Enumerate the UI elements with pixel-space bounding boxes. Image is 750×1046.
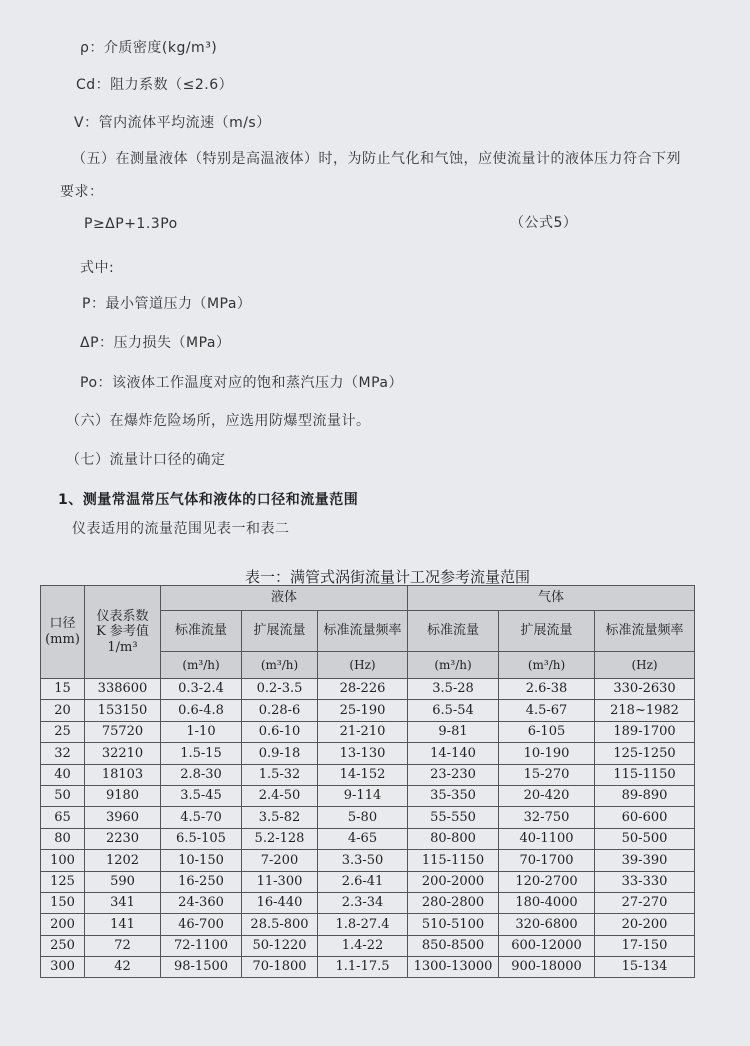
gas-std-flow-cell: 3.5-28 <box>408 679 499 700</box>
liquid-ext-flow-cell: 16-440 <box>242 892 318 913</box>
table-row <box>41 721 695 742</box>
gas-std-flow-cell: 23-230 <box>408 764 499 785</box>
gas-std-flow-cell: 200-2000 <box>408 871 499 892</box>
caliber-cell: 80 <box>41 828 85 849</box>
liquid-std-flow-unit: (m³/h) <box>161 652 242 679</box>
gas-std-flow-cell: 850-8500 <box>408 935 499 956</box>
liquid-ext-flow-cell: 0.2-3.5 <box>242 679 318 700</box>
table-row <box>41 679 695 700</box>
caliber-cell: 150 <box>41 892 85 913</box>
liquid-header: 液体 <box>161 586 408 611</box>
gas-ext-flow-cell: 15-270 <box>499 764 595 785</box>
table-row <box>41 892 695 913</box>
liquid-std-freq-cell: 1.8-27.4 <box>318 914 408 935</box>
drag-coefficient-definition: Cd：阻力系数（≤2.6） <box>76 77 234 93</box>
gas-ext-flow-header: 扩展流量 <box>499 611 595 652</box>
gas-std-freq-cell: 89-890 <box>595 785 695 806</box>
table-row <box>41 700 695 721</box>
gas-std-freq-cell: 39-390 <box>595 850 695 871</box>
caliber-header-unit: (mm) <box>45 632 80 647</box>
po-definition: Po：该液体工作温度对应的饱和蒸汽压力（MPa） <box>80 375 403 391</box>
k-factor-cell: 2230 <box>85 828 161 849</box>
k-factor-cell: 338600 <box>85 679 161 700</box>
caliber-cell: 50 <box>41 785 85 806</box>
liquid-std-freq-cell: 28-226 <box>318 679 408 700</box>
section-five-text: （五）在测量液体（特别是高温液体）时，为防止气化和气蚀，应使流量计的液体压力符合下列 <box>72 151 681 167</box>
gas-ext-flow-unit: (m³/h) <box>499 652 595 679</box>
table-row <box>41 935 695 956</box>
delta-p-definition: ΔP：压力损失（MPa） <box>80 335 231 351</box>
liquid-std-flow-cell: 72-1100 <box>161 935 242 956</box>
liquid-ext-flow-cell: 0.9-18 <box>242 743 318 764</box>
liquid-std-freq-cell: 5-80 <box>318 807 408 828</box>
gas-std-freq-cell: 60-600 <box>595 807 695 828</box>
velocity-definition: V：管内流体平均流速（m/s） <box>74 115 271 131</box>
gas-std-flow-unit: (m³/h) <box>408 652 499 679</box>
gas-header: 气体 <box>408 586 695 611</box>
k-factor-cell: 42 <box>85 957 161 978</box>
k-factor-header-line1: 仪表系数 <box>96 608 149 624</box>
liquid-std-flow-cell: 10-150 <box>161 850 242 871</box>
liquid-std-flow-cell: 98-1500 <box>161 957 242 978</box>
liquid-ext-flow-cell: 3.5-82 <box>242 807 318 828</box>
table-row <box>41 850 695 871</box>
p-definition: P：最小管道压力（MPa） <box>82 296 252 312</box>
caliber-cell: 300 <box>41 957 85 978</box>
liquid-std-freq-cell: 3.3-50 <box>318 850 408 871</box>
caliber-cell: 65 <box>41 807 85 828</box>
gas-std-freq-cell: 50-500 <box>595 828 695 849</box>
gas-ext-flow-cell: 320-6800 <box>499 914 595 935</box>
caliber-header <box>41 586 85 679</box>
caliber-cell: 25 <box>41 721 85 742</box>
gas-std-freq-cell: 15-134 <box>595 957 695 978</box>
k-factor-cell: 153150 <box>85 700 161 721</box>
liquid-std-flow-cell: 16-250 <box>161 871 242 892</box>
k-factor-cell: 1202 <box>85 850 161 871</box>
section-six-text: （六）在爆炸危险场所，应选用防爆型流量计。 <box>66 413 371 429</box>
liquid-std-flow-cell: 2.8-30 <box>161 764 242 785</box>
table-row <box>41 871 695 892</box>
gas-std-freq-cell: 218~1982 <box>595 700 695 721</box>
liquid-ext-flow-cell: 70-1800 <box>242 957 318 978</box>
k-factor-header-line2: K 参考值 <box>96 624 149 640</box>
liquid-ext-flow-cell: 7-200 <box>242 850 318 871</box>
gas-ext-flow-cell: 4.5-67 <box>499 700 595 721</box>
table-row <box>41 828 695 849</box>
gas-std-freq-cell: 20-200 <box>595 914 695 935</box>
caliber-cell: 200 <box>41 914 85 935</box>
liquid-ext-flow-cell: 0.6-10 <box>242 721 318 742</box>
table-row <box>41 764 695 785</box>
k-factor-cell: 72 <box>85 935 161 956</box>
caliber-cell: 40 <box>41 764 85 785</box>
k-factor-header <box>85 586 161 679</box>
liquid-std-freq-cell: 4-65 <box>318 828 408 849</box>
liquid-ext-flow-cell: 28.5-800 <box>242 914 318 935</box>
k-factor-cell: 3960 <box>85 807 161 828</box>
gas-std-freq-cell: 115-1150 <box>595 764 695 785</box>
liquid-std-freq-header: 标准流量频率 <box>318 611 408 652</box>
table-row <box>41 914 695 935</box>
gas-std-flow-cell: 9-81 <box>408 721 499 742</box>
formula-label: （公式5） <box>510 215 578 231</box>
flow-range-table <box>40 585 695 978</box>
caliber-cell: 15 <box>41 679 85 700</box>
liquid-std-flow-cell: 0.6-4.8 <box>161 700 242 721</box>
gas-ext-flow-cell: 20-420 <box>499 785 595 806</box>
k-factor-cell: 141 <box>85 914 161 935</box>
liquid-std-freq-cell: 1.1-17.5 <box>318 957 408 978</box>
caliber-cell: 125 <box>41 871 85 892</box>
liquid-std-freq-cell: 2.6-41 <box>318 871 408 892</box>
liquid-std-freq-cell: 21-210 <box>318 721 408 742</box>
k-factor-header-unit: 1/m³ <box>107 639 138 655</box>
liquid-std-flow-cell: 0.3-2.4 <box>161 679 242 700</box>
k-factor-cell: 32210 <box>85 743 161 764</box>
k-factor-cell: 9180 <box>85 785 161 806</box>
section-five-continuation: 要求： <box>60 184 104 200</box>
liquid-ext-flow-cell: 2.4-50 <box>242 785 318 806</box>
gas-std-flow-cell: 1300-13000 <box>408 957 499 978</box>
gas-std-freq-cell: 17-150 <box>595 935 695 956</box>
gas-std-flow-cell: 6.5-54 <box>408 700 499 721</box>
liquid-ext-flow-cell: 1.5-32 <box>242 764 318 785</box>
gas-ext-flow-cell: 40-1100 <box>499 828 595 849</box>
liquid-ext-flow-cell: 50-1220 <box>242 935 318 956</box>
gas-ext-flow-cell: 900-18000 <box>499 957 595 978</box>
k-factor-cell: 341 <box>85 892 161 913</box>
gas-std-flow-cell: 280-2800 <box>408 892 499 913</box>
gas-std-freq-header: 标准流量频率 <box>595 611 695 652</box>
gas-std-freq-cell: 27-270 <box>595 892 695 913</box>
liquid-std-flow-cell: 46-700 <box>161 914 242 935</box>
gas-ext-flow-cell: 70-1700 <box>499 850 595 871</box>
table-row <box>41 743 695 764</box>
liquid-std-flow-header: 标准流量 <box>161 611 242 652</box>
caliber-cell: 250 <box>41 935 85 956</box>
gas-std-flow-cell: 510-5100 <box>408 914 499 935</box>
gas-ext-flow-cell: 180-4000 <box>499 892 595 913</box>
gas-ext-flow-cell: 6-105 <box>499 721 595 742</box>
gas-ext-flow-cell: 10-190 <box>499 743 595 764</box>
liquid-std-freq-cell: 9-114 <box>318 785 408 806</box>
k-factor-cell: 18103 <box>85 764 161 785</box>
liquid-std-freq-cell: 14-152 <box>318 764 408 785</box>
caliber-header-label: 口径 <box>49 616 76 632</box>
liquid-ext-flow-header: 扩展流量 <box>242 611 318 652</box>
gas-std-flow-cell: 35-350 <box>408 785 499 806</box>
where-label: 式中: <box>80 260 115 276</box>
liquid-ext-flow-cell: 5.2-128 <box>242 828 318 849</box>
k-factor-cell: 75720 <box>85 721 161 742</box>
liquid-std-freq-cell: 25-190 <box>318 700 408 721</box>
liquid-ext-flow-cell: 0.28-6 <box>242 700 318 721</box>
k-factor-cell: 590 <box>85 871 161 892</box>
caliber-cell: 32 <box>41 743 85 764</box>
gas-std-flow-cell: 14-140 <box>408 743 499 764</box>
table-reference-text: 仪表适用的流量范围见表一和表二 <box>72 521 290 537</box>
gas-std-freq-cell: 125-1250 <box>595 743 695 764</box>
gas-std-flow-header: 标准流量 <box>408 611 499 652</box>
liquid-ext-flow-cell: 11-300 <box>242 871 318 892</box>
table-row <box>41 785 695 806</box>
liquid-std-freq-cell: 1.4-22 <box>318 935 408 956</box>
liquid-std-flow-cell: 1-10 <box>161 721 242 742</box>
item-one-heading: 1、测量常温常压气体和液体的口径和流量范围 <box>58 492 359 508</box>
formula-5: P≥ΔP+1.3Po <box>84 216 178 232</box>
table-body <box>41 679 695 978</box>
liquid-std-flow-cell: 4.5-70 <box>161 807 242 828</box>
table-caption: 表一：满管式涡街流量计工况参考流量范围 <box>245 568 531 586</box>
caliber-cell: 20 <box>41 700 85 721</box>
gas-std-flow-cell: 80-800 <box>408 828 499 849</box>
liquid-std-flow-cell: 1.5-15 <box>161 743 242 764</box>
gas-std-freq-cell: 330-2630 <box>595 679 695 700</box>
table-row <box>41 957 695 978</box>
section-seven-heading: （七）流量计口径的确定 <box>66 452 226 468</box>
gas-std-freq-cell: 33-330 <box>595 871 695 892</box>
liquid-std-freq-cell: 13-130 <box>318 743 408 764</box>
table-row <box>41 807 695 828</box>
liquid-std-freq-unit: (Hz) <box>318 652 408 679</box>
density-definition: ρ：介质密度(kg/m³) <box>80 40 218 56</box>
liquid-std-flow-cell: 6.5-105 <box>161 828 242 849</box>
liquid-ext-flow-unit: (m³/h) <box>242 652 318 679</box>
caliber-cell: 100 <box>41 850 85 871</box>
gas-ext-flow-cell: 120-2700 <box>499 871 595 892</box>
gas-std-freq-unit: (Hz) <box>595 652 695 679</box>
gas-ext-flow-cell: 2.6-38 <box>499 679 595 700</box>
gas-std-freq-cell: 189-1700 <box>595 721 695 742</box>
liquid-std-freq-cell: 2.3-34 <box>318 892 408 913</box>
liquid-std-flow-cell: 3.5-45 <box>161 785 242 806</box>
gas-std-flow-cell: 55-550 <box>408 807 499 828</box>
liquid-std-flow-cell: 24-360 <box>161 892 242 913</box>
gas-ext-flow-cell: 32-750 <box>499 807 595 828</box>
gas-ext-flow-cell: 600-12000 <box>499 935 595 956</box>
gas-std-flow-cell: 115-1150 <box>408 850 499 871</box>
